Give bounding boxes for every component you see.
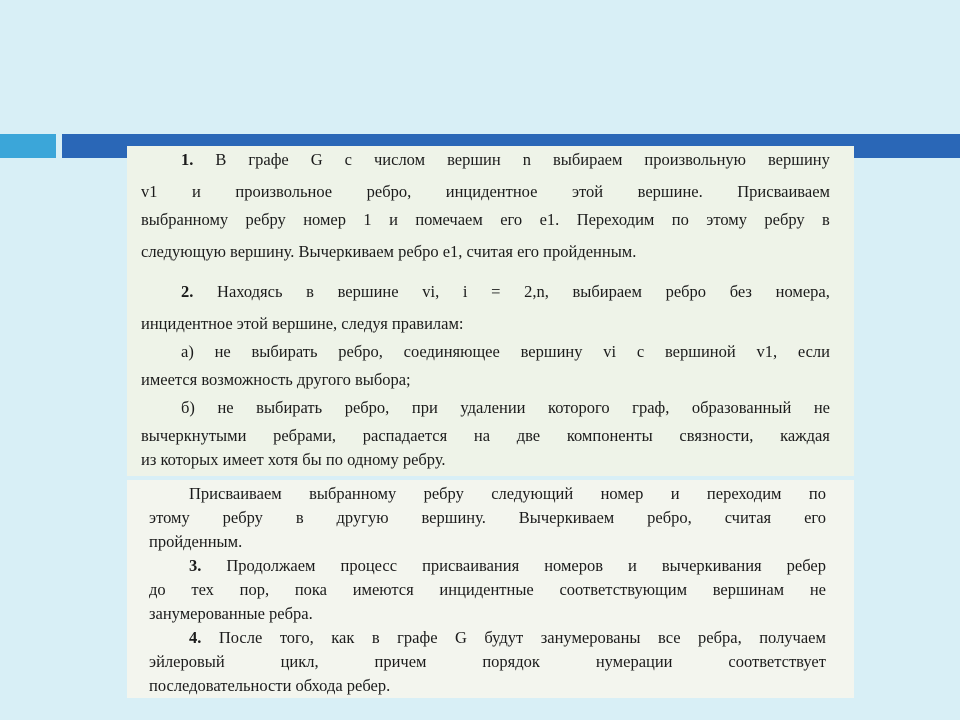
text-line: последовательности обхода ребер. [149,676,391,695]
text-line: занумерованные ребра. [149,604,313,623]
text-line: v1 и произвольное ребро, инцидентное этой вершине. Присваиваем [141,182,830,201]
text-line: 3. Продолжаем процесс присваивания номеров и вычеркивания ребер [189,556,826,575]
text-line: этому ребру в другую вершину. Вычеркиваем ребро, считая его [149,508,826,527]
text-line: до тех пор, пока имеются инцидентные соответствующим вершинам не [149,580,826,599]
text-line: вычеркнутыми ребрами, распадается на две компоненты связности, каждая [141,426,830,445]
text-line: пройденным. [149,532,243,551]
scanned-text-block-2 [127,480,854,698]
text-line: имеется возможность другого выбора; [141,370,411,389]
text-line: инцидентное этой вершине, следуя правилам: [141,314,464,333]
scanned-text-block-1 [127,146,854,476]
text-line: Присваиваем выбранному ребру следующий номер и переходим по [189,484,826,503]
text-line: 2. Находясь в вершине vi, i = 2,n, выбираем ребро без номера, [181,282,830,301]
text-line: следующую вершину. Вычеркиваем ребро e1, считая его пройденным. [141,242,637,261]
text-line: а) не выбирать ребро, соединяющее вершину vi с вершиной v1, если [181,342,830,361]
text-line: эйлеровый цикл, причем порядок нумерации соответствует [149,652,826,671]
header-accent-bar-left [0,134,56,158]
text-line: 4. После того, как в графе G будут занумерованы все ребра, получаем [189,628,826,647]
text-line: из которых имеет хотя бы по одному ребру. [141,450,446,469]
text-line: б) не выбирать ребро, при удалении которого граф, образованный не [181,398,830,417]
text-line: выбранному ребру номер 1 и помечаем его e1. Переходим по этому ребру в [141,210,830,229]
text-line: 1. В графе G с числом вершин n выбираем произвольную вершину [181,150,830,169]
